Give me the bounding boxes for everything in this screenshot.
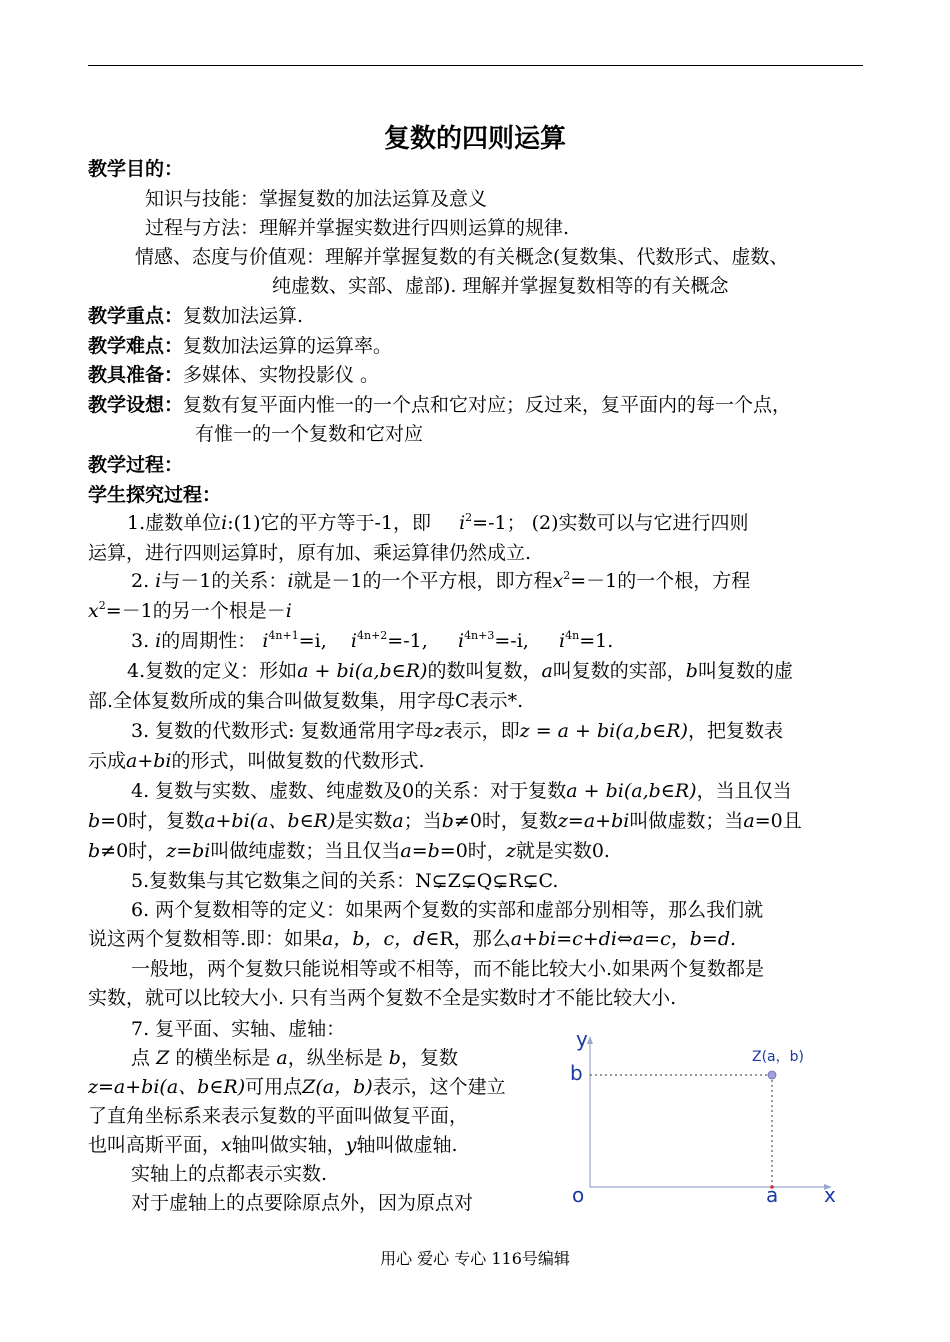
item-4-line-2: 部.全体复数所成的集合叫做复数集，用字母C表示*. <box>88 690 524 712</box>
difficulty-text: 复数加法运算的运算率。 <box>183 335 393 357</box>
aims-emotion-1: 情感、态度与价值观：理解并掌握复数的有关概念(复数集、代数形式、虚数、 <box>135 246 789 268</box>
item-3-periodicity: 3. i的周期性： $i^{4n+1}=i$, $i^{4n+2}=-1$, $i^{4n+3}=-i$, $i^{4n}=1$. <box>131 629 614 652</box>
item-8-line-2: 说这两个复数相等.即：如果a，b，c，d∈R，那么a+bi=c+di⇔a=c，b=d. <box>88 928 737 950</box>
item-10-heading: 7. 复平面、实轴、虚轴： <box>131 1018 346 1040</box>
tools-point <box>88 362 379 388</box>
item-2-line-2: $x^2=-1$的另一个根是－i <box>88 599 292 622</box>
key-label: 教学重点： <box>88 305 184 327</box>
key-point <box>88 303 303 329</box>
item-13-imag-axis: 对于虚轴上的点要除原点外，因为原点对 <box>131 1192 474 1214</box>
complex-plane-figure <box>560 1022 860 1222</box>
point-label: Z(a，b) <box>752 1049 804 1065</box>
y-axis-label: y <box>576 1027 588 1051</box>
process-label: 教学过程： <box>88 454 184 476</box>
aims-emotion-2: 纯虚数、实部、虚部). 理解并掌握复数相等的有关概念 <box>272 275 729 297</box>
header-rule <box>88 65 863 66</box>
item-5-line-2: 示成a+bi的形式，叫做复数的代数形式. <box>88 750 425 772</box>
aims-label: 教学目的： <box>88 158 184 180</box>
design-text-1: 复数有复平面内惟一的一个点和它对应；反过来，复平面内的每一个点， <box>183 394 792 416</box>
item-11-line-2: z=a+bi(a、b∈R)可用点Z(a，b)表示，这个建立 <box>88 1076 506 1098</box>
item-7-number-sets: 5.复数集与其它数集之间的关系：N⊊Z⊊Q⊊R⊊C. <box>131 870 559 892</box>
item-9-line-1: 一般地，两个复数只能说相等或不相等，而不能比较大小.如果两个复数都是 <box>131 958 765 980</box>
item-5-line-1: 3. 复数的代数形式: 复数通常用字母z表示，即z = a + bi(a,b∈R)，把复数表 <box>131 720 783 742</box>
tools-text: 多媒体、实物投影仪 。 <box>183 364 380 386</box>
design-point <box>88 392 791 418</box>
aims-process: 过程与方法：理解并掌握实数进行四则运算的规律. <box>145 217 570 239</box>
key-text: 复数加法运算. <box>183 305 304 327</box>
item-8-line-1: 6. 两个复数相等的定义：如果两个复数的实部和虚部分别相等，那么我们就 <box>131 899 764 921</box>
difficulty-label: 教学难点： <box>88 335 184 357</box>
item-11-line-3: 了直角坐标系来表示复数的平面叫做复平面， <box>88 1105 469 1127</box>
x-axis-label: x <box>824 1183 836 1207</box>
design-text-2: 有惟一的一个复数和它对应 <box>195 423 424 445</box>
point-z <box>768 1071 776 1079</box>
explore-label: 学生探究过程： <box>88 484 222 506</box>
item-9-line-2: 实数，就可以比较大小. 只有当两个复数不全是实数时才不能比较大小. <box>88 987 677 1009</box>
y-axis-arrow <box>587 1036 593 1044</box>
design-label: 教学设想： <box>88 394 184 416</box>
item-4-line-1: 4.复数的定义：形如a + bi(a,b∈R)的数叫复数，a叫复数的实部，b叫复数的虚 <box>127 660 793 682</box>
footer: 用心 爱心 专心 116号编辑 <box>380 1249 570 1268</box>
item-6-line-1: 4. 复数与实数、虚数、纯虚数及0的关系：对于复数a + bi(a,b∈R)，当且仅当 <box>131 780 792 802</box>
item-11-line-1: 点 Z 的横坐标是 a，纵坐标是 b，复数 <box>131 1047 458 1069</box>
item-1-line-2: 运算，进行四则运算时，原有加、乘运算律仍然成立. <box>88 542 532 564</box>
tools-label: 教具准备： <box>88 364 184 386</box>
aims-knowledge: 知识与技能：掌握复数的加法运算及意义 <box>145 188 488 210</box>
difficulty-point <box>88 333 392 359</box>
item-2-line-1: 2. i与－1的关系：i就是－1的一个平方根，即方程$x^2=-1$的一个根，方程 <box>131 569 751 592</box>
item-12-real-axis: 实轴上的点都表示实数. <box>131 1163 328 1185</box>
item-1-line-1: 1.虚数单位i:(1)它的平方等于-1，即 $i^2=-1$； (2)实数可以与它进行四则 <box>127 511 749 534</box>
item-6-line-2: b=0时，复数a+bi(a、b∈R)是实数a；当b≠0时，复数z=a+bi叫做虚数；当a=0且 <box>88 810 802 832</box>
item-11-line-4: 也叫高斯平面，x轴叫做实轴，y轴叫做虚轴. <box>88 1134 458 1156</box>
origin-label: o <box>572 1183 585 1207</box>
page-title: 复数的四则运算 <box>383 124 566 154</box>
item-6-line-3: b≠0时，z=bi叫做纯虚数；当且仅当a=b=0时，z就是实数0. <box>88 840 610 862</box>
b-label: b <box>570 1061 583 1085</box>
a-label: a <box>766 1183 779 1207</box>
